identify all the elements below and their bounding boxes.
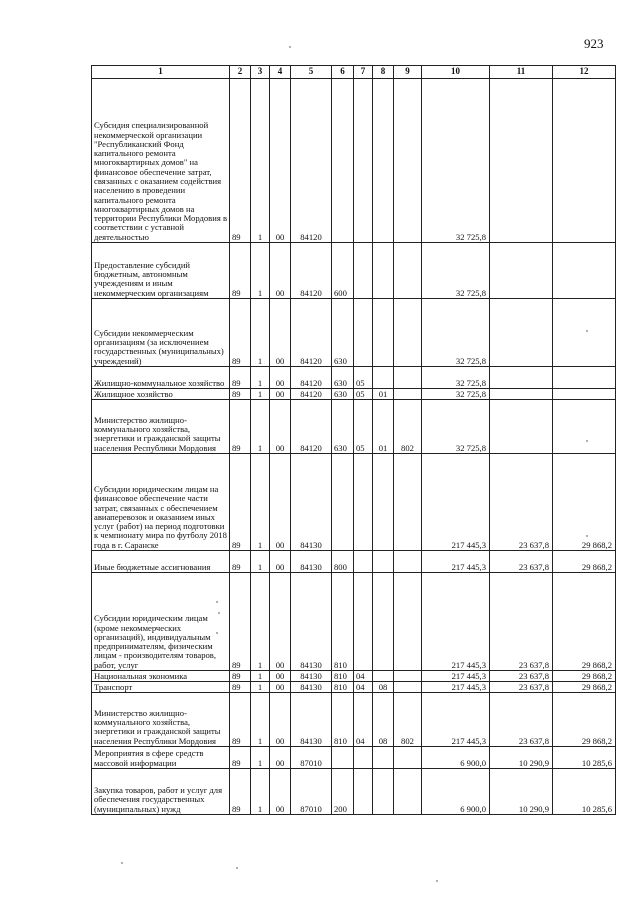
column-header: 4 (270, 66, 291, 79)
cell-expense-type: 600 (332, 243, 354, 299)
cell-target-article: 84120 (291, 389, 332, 400)
cell-amount-col12: 29 868,2 (553, 573, 616, 671)
column-header: 8 (373, 66, 394, 79)
cell-section: 04 (354, 671, 373, 682)
cell-amount-col11 (490, 400, 553, 454)
row-name: Транспорт (92, 682, 230, 693)
table-row (92, 389, 616, 400)
cell-col3: 1 (251, 769, 270, 815)
cell-col2: 89 (230, 367, 251, 389)
cell-amount-col12: 29 868,2 (553, 693, 616, 747)
table-row (92, 299, 616, 367)
cell-amount-col11: 23 637,8 (490, 551, 553, 573)
cell-target-article: 84120 (291, 299, 332, 367)
cell-amount-col11: 23 637,8 (490, 671, 553, 682)
cell-target-article: 84130 (291, 682, 332, 693)
column-header: 1 (92, 66, 230, 79)
cell-target-article: 84130 (291, 551, 332, 573)
table-row (92, 769, 616, 815)
cell-col4: 00 (270, 79, 291, 243)
cell-subsection (373, 299, 394, 367)
column-header: 7 (354, 66, 373, 79)
cell-expense-type: 200 (332, 769, 354, 815)
cell-col3: 1 (251, 551, 270, 573)
table-row (92, 243, 616, 299)
table-row (92, 573, 616, 671)
cell-section: 04 (354, 682, 373, 693)
row-name: Закупка товаров, работ и услуг для обеспечения государственных (муниципальных) нужд (92, 769, 230, 815)
row-name: Мероприятия в сфере средств массовой информации (92, 747, 230, 769)
row-name: Жилищное хозяйство (92, 389, 230, 400)
cell-expense-type (332, 79, 354, 243)
cell-col4: 00 (270, 389, 291, 400)
table-row (92, 693, 616, 747)
cell-target-article: 84130 (291, 573, 332, 671)
cell-expense-type: 810 (332, 573, 354, 671)
table-row (92, 747, 616, 769)
cell-amount-col10: 217 445,3 (422, 454, 490, 551)
cell-expense-type: 810 (332, 682, 354, 693)
column-header: 9 (394, 66, 422, 79)
cell-col3: 1 (251, 682, 270, 693)
cell-col3: 1 (251, 454, 270, 551)
cell-subsection: 08 (373, 693, 394, 747)
cell-section (354, 243, 373, 299)
cell-amount-col12 (553, 389, 616, 400)
cell-col2: 89 (230, 682, 251, 693)
cell-ministry-code: 802 (394, 693, 422, 747)
cell-col3: 1 (251, 747, 270, 769)
cell-amount-col10: 32 725,8 (422, 299, 490, 367)
cell-target-article: 84130 (291, 693, 332, 747)
row-name: Министерство жилищно-коммунального хозяйства, энергетики и гражданской защиты населения Республики Мордовия (92, 693, 230, 747)
row-name: Национальная экономика (92, 671, 230, 682)
cell-col4: 00 (270, 682, 291, 693)
cell-amount-col12: 10 285,6 (553, 747, 616, 769)
cell-expense-type: 810 (332, 671, 354, 682)
cell-subsection (373, 671, 394, 682)
cell-col3: 1 (251, 243, 270, 299)
column-header: 10 (422, 66, 490, 79)
cell-amount-col11 (490, 367, 553, 389)
cell-expense-type (332, 747, 354, 769)
cell-section: 05 (354, 367, 373, 389)
cell-col3: 1 (251, 79, 270, 243)
cell-target-article: 87010 (291, 769, 332, 815)
cell-col3: 1 (251, 573, 270, 671)
row-name: Субсидии некоммерческим организациям (за исключением государственных (муниципальных) учреждений) (92, 299, 230, 367)
cell-expense-type: 630 (332, 389, 354, 400)
cell-subsection (373, 243, 394, 299)
row-name: Субсидии юридическим лицам (кроме некоммерческих организаций), индивидуальным предпринимателям, физическим лицам - производителям товаров, работ, услуг (92, 573, 230, 671)
page-number: 923 (584, 36, 604, 51)
cell-amount-col12: 29 868,2 (553, 551, 616, 573)
cell-amount-col12 (553, 243, 616, 299)
cell-amount-col10: 217 445,3 (422, 693, 490, 747)
cell-subsection (373, 551, 394, 573)
cell-amount-col10: 6 900,0 (422, 747, 490, 769)
cell-amount-col10: 32 725,8 (422, 389, 490, 400)
cell-col2: 89 (230, 243, 251, 299)
cell-amount-col12 (553, 400, 616, 454)
cell-col3: 1 (251, 671, 270, 682)
table-row (92, 671, 616, 682)
cell-subsection (373, 454, 394, 551)
cell-amount-col10: 217 445,3 (422, 551, 490, 573)
cell-col4: 00 (270, 243, 291, 299)
cell-subsection (373, 573, 394, 671)
cell-ministry-code (394, 551, 422, 573)
cell-amount-col12 (553, 367, 616, 389)
cell-amount-col10: 32 725,8 (422, 367, 490, 389)
cell-target-article: 84130 (291, 454, 332, 551)
cell-amount-col11: 10 290,9 (490, 769, 553, 815)
cell-section (354, 79, 373, 243)
cell-amount-col10: 32 725,8 (422, 243, 490, 299)
cell-amount-col10: 217 445,3 (422, 573, 490, 671)
row-name: Предоставление субсидий бюджетным, автономным учреждениям и иным некоммерческим организациям (92, 243, 230, 299)
cell-amount-col11: 23 637,8 (490, 682, 553, 693)
cell-col4: 00 (270, 671, 291, 682)
cell-col2: 89 (230, 389, 251, 400)
cell-col3: 1 (251, 367, 270, 389)
row-name: Субсидии юридическим лицам на финансовое обеспечение части затрат, связанных с обеспечением авиаперевозок и оказанием иных услуг (работ) на период подготовки к чемпионату мира по футболу 2018 года в г. Саранске (92, 454, 230, 551)
cell-amount-col11 (490, 243, 553, 299)
cell-col3: 1 (251, 400, 270, 454)
cell-subsection (373, 747, 394, 769)
cell-section (354, 551, 373, 573)
table-row (92, 682, 616, 693)
cell-section (354, 573, 373, 671)
cell-amount-col12: 29 868,2 (553, 671, 616, 682)
cell-target-article: 84120 (291, 79, 332, 243)
cell-ministry-code (394, 299, 422, 367)
column-header: 6 (332, 66, 354, 79)
cell-ministry-code (394, 243, 422, 299)
cell-subsection: 08 (373, 682, 394, 693)
cell-expense-type: 810 (332, 693, 354, 747)
cell-col2: 89 (230, 400, 251, 454)
column-header: 3 (251, 66, 270, 79)
cell-amount-col11: 23 637,8 (490, 454, 553, 551)
cell-amount-col10: 6 900,0 (422, 769, 490, 815)
cell-section: 04 (354, 693, 373, 747)
header-row (92, 66, 616, 79)
cell-amount-col12 (553, 299, 616, 367)
cell-col4: 00 (270, 747, 291, 769)
cell-col4: 00 (270, 367, 291, 389)
cell-col2: 89 (230, 671, 251, 682)
row-name: Жилищно-коммунальное хозяйство (92, 367, 230, 389)
cell-section (354, 299, 373, 367)
cell-col4: 00 (270, 299, 291, 367)
cell-section (354, 769, 373, 815)
cell-ministry-code (394, 747, 422, 769)
table-row (92, 400, 616, 454)
cell-ministry-code (394, 769, 422, 815)
cell-amount-col11: 23 637,8 (490, 573, 553, 671)
cell-subsection (373, 79, 394, 243)
row-name: Субсидия специализированной некоммерческой организации "Республиканский Фонд капитального ремонта многоквартирных домов" на финансовое обеспечение затрат, связанных с оказанием содействия населению в проведении капитального ремонта многоквартирных домов на территории Республики Мордовия в соответствии с уставной деятельностью (92, 79, 230, 243)
cell-col2: 89 (230, 551, 251, 573)
cell-ministry-code (394, 79, 422, 243)
cell-expense-type: 630 (332, 367, 354, 389)
cell-amount-col11: 10 290,9 (490, 747, 553, 769)
cell-col3: 1 (251, 693, 270, 747)
table-body (92, 79, 616, 815)
cell-ministry-code (394, 454, 422, 551)
table-row (92, 454, 616, 551)
cell-col2: 89 (230, 299, 251, 367)
cell-target-article: 84120 (291, 243, 332, 299)
cell-col2: 89 (230, 79, 251, 243)
cell-ministry-code (394, 682, 422, 693)
cell-section: 05 (354, 400, 373, 454)
cell-ministry-code (394, 367, 422, 389)
cell-col2: 89 (230, 747, 251, 769)
table-row (92, 367, 616, 389)
cell-col4: 00 (270, 400, 291, 454)
cell-section (354, 747, 373, 769)
cell-ministry-code: 802 (394, 400, 422, 454)
cell-col2: 89 (230, 454, 251, 551)
column-header: 11 (490, 66, 553, 79)
cell-col2: 89 (230, 693, 251, 747)
cell-section: 05 (354, 389, 373, 400)
cell-col4: 00 (270, 693, 291, 747)
cell-target-article: 87010 (291, 747, 332, 769)
cell-ministry-code (394, 389, 422, 400)
cell-subsection: 01 (373, 400, 394, 454)
cell-subsection (373, 367, 394, 389)
cell-amount-col12 (553, 79, 616, 243)
column-header: 2 (230, 66, 251, 79)
budget-table (91, 65, 616, 815)
cell-amount-col11: 23 637,8 (490, 693, 553, 747)
cell-amount-col10: 217 445,3 (422, 682, 490, 693)
cell-amount-col12: 29 868,2 (553, 682, 616, 693)
cell-amount-col12: 10 285,6 (553, 769, 616, 815)
column-header: 12 (553, 66, 616, 79)
cell-target-article: 84120 (291, 367, 332, 389)
cell-amount-col11 (490, 79, 553, 243)
cell-col2: 89 (230, 573, 251, 671)
cell-ministry-code (394, 671, 422, 682)
cell-amount-col10: 217 445,3 (422, 671, 490, 682)
table-row (92, 79, 616, 243)
cell-section (354, 454, 373, 551)
cell-col3: 1 (251, 299, 270, 367)
row-name: Иные бюджетные ассигнования (92, 551, 230, 573)
column-header: 5 (291, 66, 332, 79)
table-row (92, 551, 616, 573)
cell-expense-type: 630 (332, 400, 354, 454)
cell-expense-type: 800 (332, 551, 354, 573)
cell-ministry-code (394, 573, 422, 671)
cell-col4: 00 (270, 551, 291, 573)
cell-target-article: 84130 (291, 671, 332, 682)
cell-amount-col10: 32 725,8 (422, 79, 490, 243)
cell-col4: 00 (270, 454, 291, 551)
cell-amount-col10: 32 725,8 (422, 400, 490, 454)
cell-expense-type (332, 454, 354, 551)
cell-col3: 1 (251, 389, 270, 400)
row-name: Министерство жилищно-коммунального хозяйства, энергетики и гражданской защиты населения Республики Мордовия (92, 400, 230, 454)
cell-col4: 00 (270, 573, 291, 671)
cell-expense-type: 630 (332, 299, 354, 367)
cell-amount-col11 (490, 299, 553, 367)
cell-col2: 89 (230, 769, 251, 815)
cell-col4: 00 (270, 769, 291, 815)
cell-amount-col12: 29 868,2 (553, 454, 616, 551)
cell-amount-col11 (490, 389, 553, 400)
cell-subsection: 01 (373, 389, 394, 400)
cell-subsection (373, 769, 394, 815)
cell-target-article: 84120 (291, 400, 332, 454)
